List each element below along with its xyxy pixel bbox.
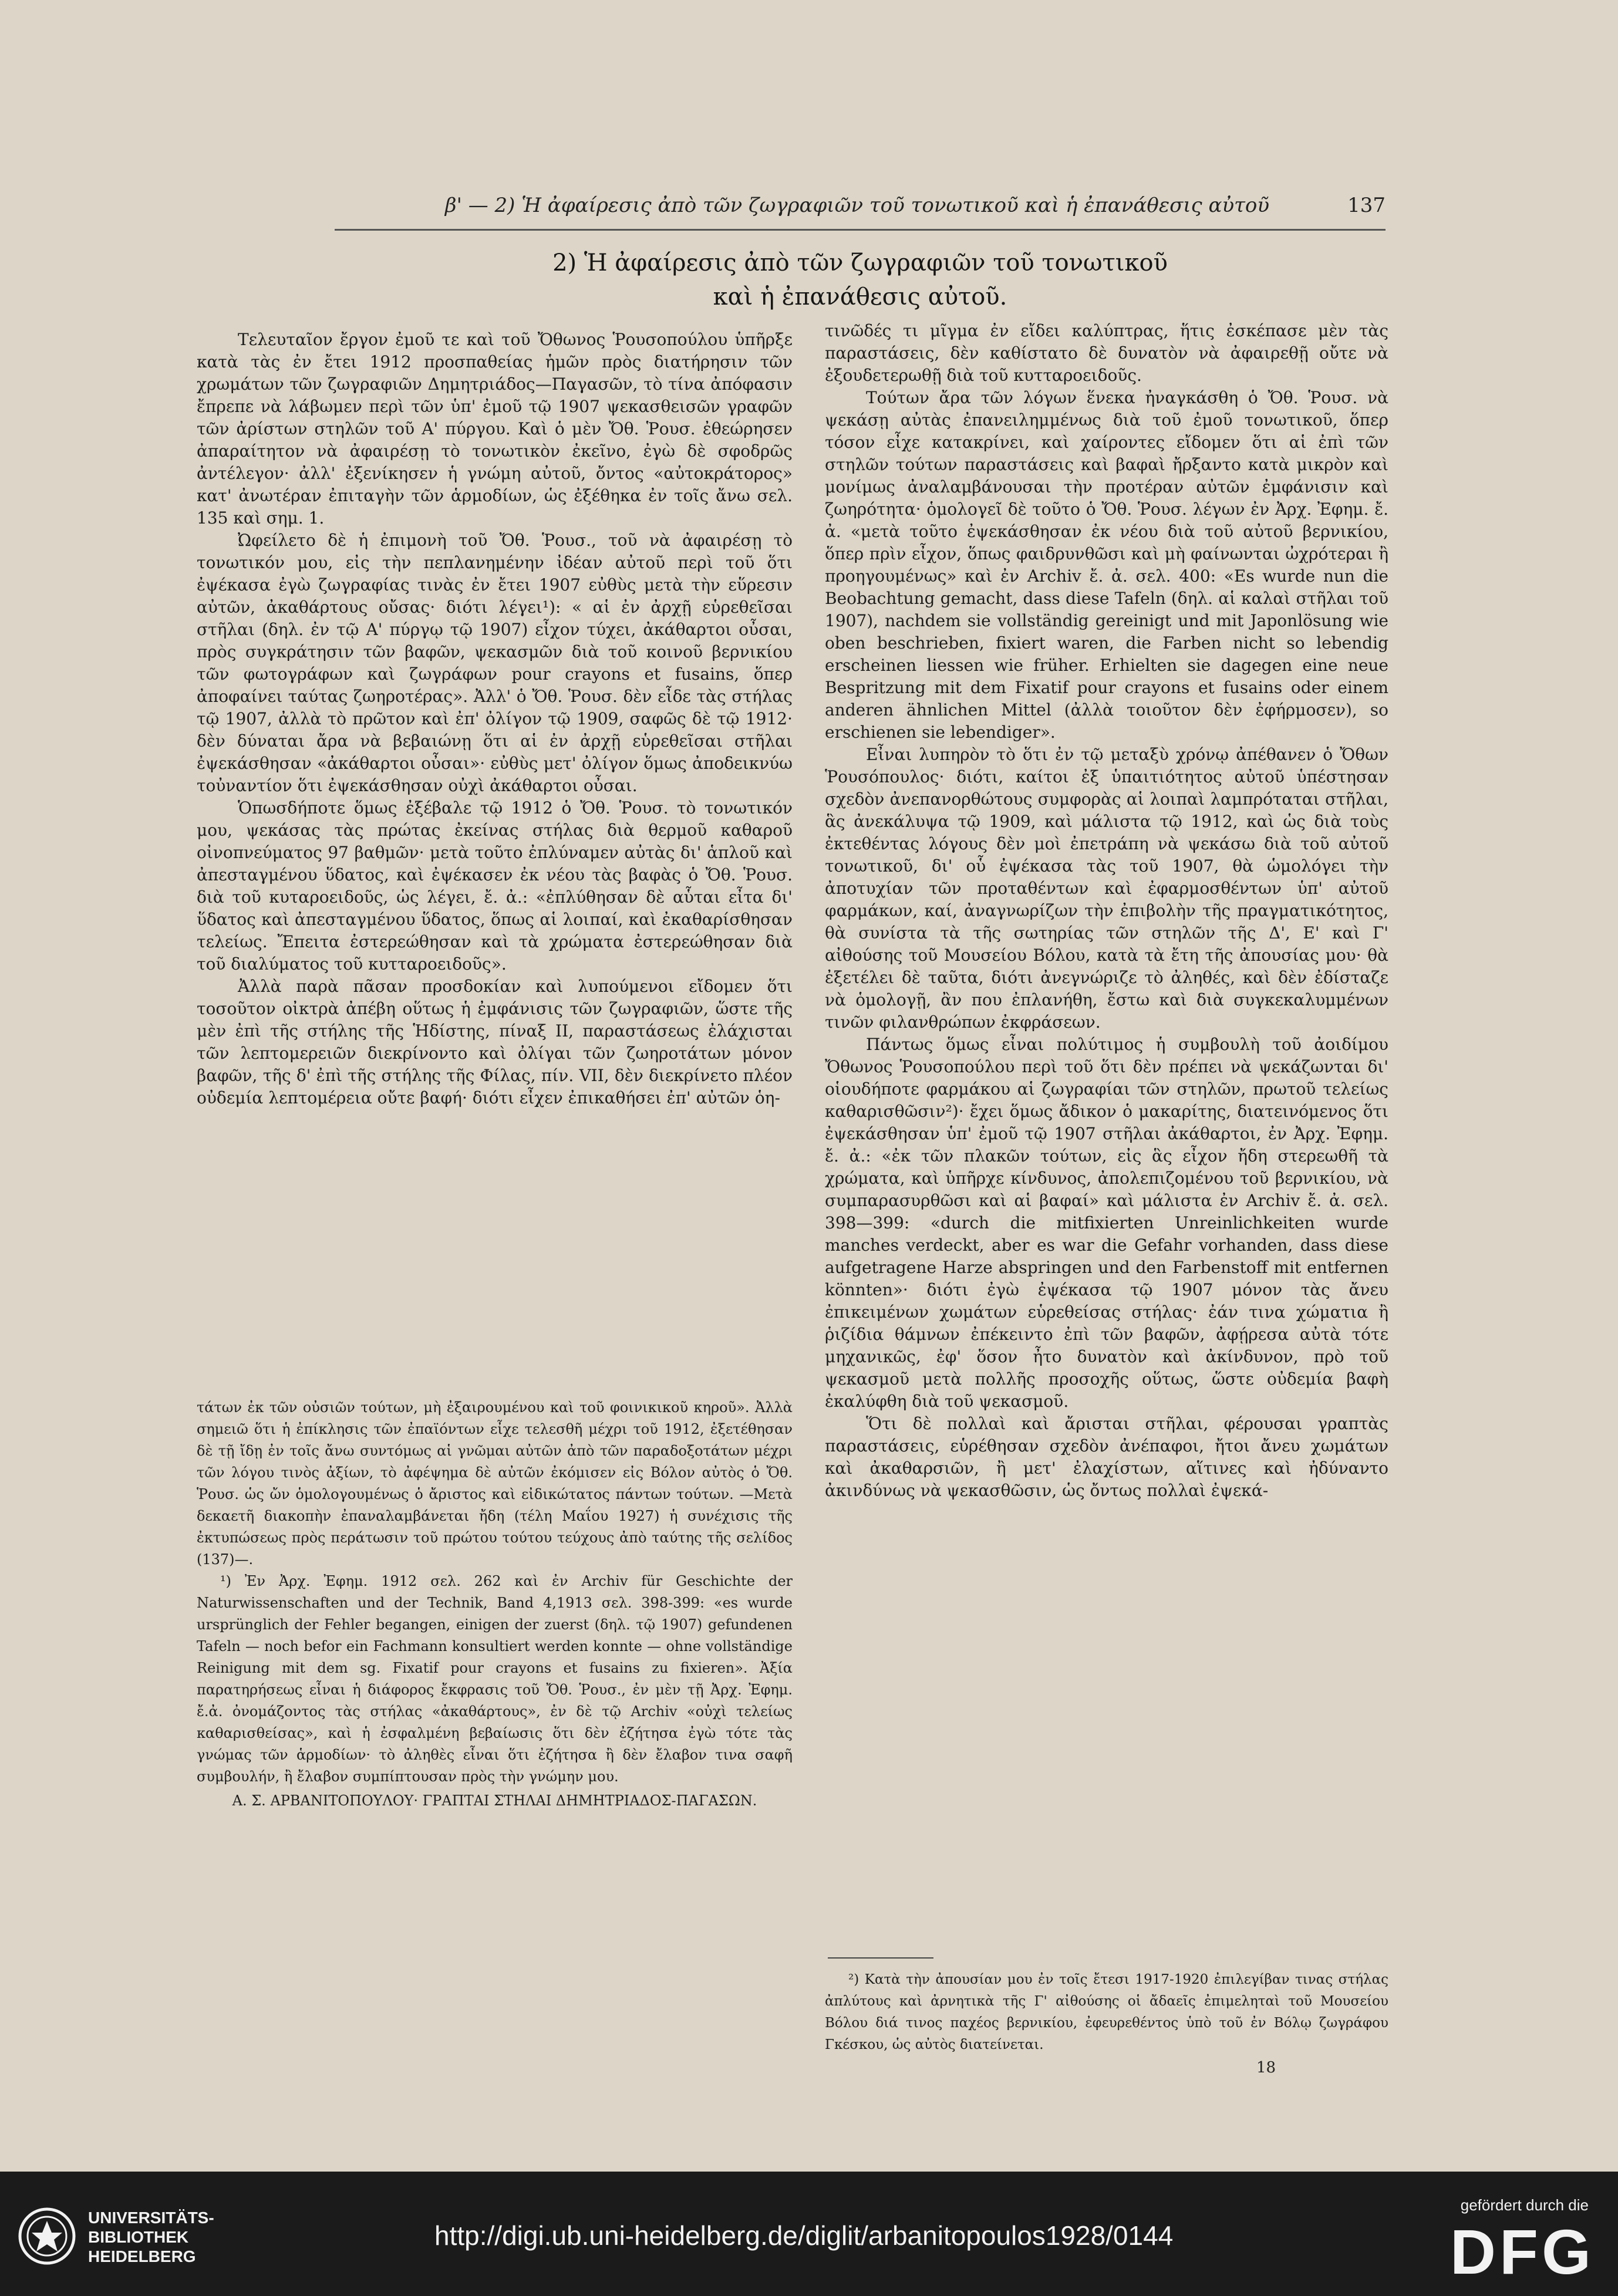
paragraph: Εἶναι λυπηρὸν τὸ ὅτι ἐν τῷ μεταξὺ χρόνῳ ἀπέθανεν ὁ Ὄθων Ῥουσόπουλος· διότι, καίτοι ἐξ ὑπαιτιότητος αὐτοῦ ὑπέστησαν σχεδὸν ἀνεπανορθώτους συμφορὰς αἱ λοιπαὶ λαμπρόταται στῆλαι, ἃς ἀνεκάλυψα τῷ 1909, καὶ μάλιστα τῷ 1912, καὶ ὡς διὰ τοὺς ἐκτεθέντας λόγους δὲν μοὶ ἐπετράπη νὰ ψεκάσω διὰ τοῦ αὐτοῦ τονωτικοῦ, δι' οὗ ἐψέκασα τὰς τοῦ 1907, θὰ ὡμολόγει τὴν ἀποτυχίαν τῶν προταθέντων καὶ ἐφαρμοσθέντων ὑπ' αὐτοῦ φαρμάκων, καί, ἀναγνωρίζων τὴν ἐπιβολὴν τῆς πραγματικότητος, θὰ συνίστα τὰ τῆς σωτηρίας τῶν στηλῶν τῆς Δ', Ε' καὶ Γ' αἰθούσης τοῦ Μουσείου Βόλου, κατὰ τὰ ἔτη τῆς ἀπουσίας μου· θὰ ἐξετέλει δὲ ταῦτα, διότι ἀνεγνώριζε τὸ ἀληθές, καὶ δὲν ἐδίσταζε νὰ ὁμολογῇ, ἂν που ἐπλανήθη, ἔστω καὶ διὰ συγκεκαλυμμένων τινῶν φιλανθρώπων ἐκφράσεων.	[825, 745, 1388, 1032]
funded-by-label: gefördert durch die	[1460, 2196, 1589, 2214]
running-header	[335, 194, 1386, 231]
footnote-separator	[828, 1957, 933, 1959]
paragraph: Ἀλλὰ παρὰ πᾶσαν προσδοκίαν καὶ λυπούμενοι εἴδομεν ὅτι τοσοῦτον οἰκτρὰ ἀπέβη οὕτως ἡ ἐμφάνισις τῶν ζωγραφιῶν, ὥστε τῆς μὲν ἐπὶ τῆς στήλης τῆς Ἡδίστης, πίναξ II, παραστάσεως ἐλάχισται τῶν λεπτομερειῶν διεκρίνοντο καὶ ὀλίγαι τῶν ζωηροτάτων μόνον βαφῶν, τῆς δ' ἐπὶ τῆς στήλης τῆς Φίλας, πίν. VII, δὲν διεκρίνετο πλέον οὐδεμία λεπτομέρεια οὔτε βαφή· διότι εἶχεν ἐπικαθήσει ἐπ' αὐτῶν ὁη-	[197, 977, 793, 1108]
library-line: BIBLIOTHEK	[88, 2228, 189, 2246]
university-seal-icon	[18, 2207, 76, 2265]
credit-line: Α. Σ. ΑΡΒΑΝΙΤΟΠΟΥΛΟΥ· ΓΡΑΠΤΑΙ ΣΤΗΛΑΙ ΔΗΜΗΤΡΙΑΔΟΣ-ΠΑΓΑΣΩΝ.	[232, 1792, 757, 1809]
library-logo[interactable]	[88, 2208, 214, 2266]
section-title-line-2: καὶ ἡ ἐπανάθεσις αὐτοῦ.	[713, 283, 1007, 310]
dfg-logo[interactable]: DFG	[1450, 2216, 1595, 2287]
paragraph: Ὁπωσδήποτε ὅμως ἐξέβαλε τῷ 1912 ὁ Ὄθ. Ῥουσ. τὸ τονωτικόν μου, ψεκάσας τὰς πρώτας ἐκείνας στήλας διὰ θερμοῦ καθαροῦ οἰνοπνεύματος 97 βαθμῶν· μετὰ τοῦτο ἐπλύναμεν αὐτὰς δι' ἁπλοῦ καὶ ἀπεσταγμένου ὕδατος, καὶ ἐψέκασεν ἐκ νέου τὰς βαφὰς ὁ Ὄθ. Ῥουσ. διὰ τοῦ κυταροειδοῦς, ὡς λέγει, ἔ. ἀ.: «ἐπλύθησαν δὲ αὗται εἶτα δι' ὕδατος καὶ ἀπεσταγμένου ὕδατος, ὅπως αἱ λοιπαί, καὶ ἐκαθαρίσθησαν τελείως. Ἔπειτα ἐστερεώθησαν καὶ τὰ χρώματα ἐστερεώθησαν διὰ τοῦ διαλύματος τοῦ κυτταροειδοῦς».	[197, 798, 793, 974]
library-line: HEIDELBERG	[88, 2247, 196, 2265]
footer-bar	[0, 2172, 1618, 2296]
library-line: UNIVERSITÄTS-	[88, 2209, 214, 2227]
permalink-url[interactable]: http://digi.ub.uni-heidelberg.de/diglit/arbanitopoulos1928/0144	[434, 2220, 1174, 2251]
right-footnotes	[825, 1969, 1388, 2056]
section-title-line-1: 2) Ἡ ἀφαίρεσις ἀπὸ τῶν ζωγραφιῶν τοῦ τονωτικοῦ	[552, 249, 1168, 276]
running-title: β' — 2) Ἡ ἀφαίρεσις ἀπὸ τῶν ζωγραφιῶν τοῦ τονωτικοῦ καὶ ἡ ἐπανάθεσις αὐτοῦ	[444, 194, 1270, 217]
paragraph: Τούτων ἄρα τῶν λόγων ἕνεκα ἠναγκάσθη ὁ Ὄθ. Ῥουσ. νὰ ψεκάσῃ αὐτὰς ἐπανειλημμένως διὰ τοῦ ἐμοῦ τονωτικοῦ, ὅπερ τόσον εἶχε κατακρίνει, καὶ χαίροντες εἴδομεν ὅτι αἱ ἐπὶ τῶν στηλῶν τούτων παραστάσεις καὶ βαφαὶ ἤρξαντο κατὰ μικρὸν καὶ μονίμως ἀναλαμβάνουσαι τὴν προτέραν αὐτῶν ἐμφάνισιν καὶ ζωηρότητα· ὁμολογεῖ δὲ τοῦτο ὁ Ὄθ. Ῥουσ. λέγων ἐν Ἀρχ. Ἐφημ. ἔ. ἀ. «μετὰ τοῦτο ἐψεκάσθησαν ἐκ νέου διὰ τοῦ αὐτοῦ βερνικίου, ὅπερ πρὶν εἶχον, ὅπως φαιδρυνθῶσι καὶ μὴ φαίνωνται ὠχρότεραι ἢ προηγουμένως» καὶ ἐν Archiv ἔ. ἀ. σελ. 400: «Es wurde nun die Beobachtung gemacht, dass diese Tafeln (δηλ. αἱ καλαὶ στῆλαι τοῦ 1907), nachdem sie vollständig gereinigt und mit Japonlösung wie oben beschrieben, fixiert waren, die Farben nicht so lebendig erscheinen liessen wie früher. Erhielten sie dagegen eine neue Bespritzung mit dem Fixatif pour crayons et fusains oder einem anderen ähnlichen Mittel (ἀλλὰ τοιοῦτον δὲν ἐφήρμοσεν), so erschienen sie lebendiger».	[825, 388, 1388, 742]
signature-mark: 18	[1256, 2059, 1276, 2076]
right-column	[825, 320, 1388, 1502]
footnote: ¹) Ἐν Ἀρχ. Ἐφημ. 1912 σελ. 262 καὶ ἐν Archiv für Geschichte der Naturwissenschaften und der Technik, Band 4,1913 σελ. 398-399: «es wurde ursprünglich der Fehler begangen, einigen der zuerst (δηλ. τῷ 1907) gefundenen Tafeln — noch befor ein Fachmann konsultiert werden konnte — ohne vollständige Reinigung mit dem sg. Fixatif pour crayons et fusains zu fixieren». Ἀξία παρατηρήσεως εἶναι ἡ διάφορος ἔκφρασις τοῦ Ὄθ. Ῥουσ., ἐν μὲν τῇ Ἀρχ. Ἐφημ. ἔ.ἀ. ὀνομάζοντος τὰς στήλας «ἀκαθάρτους», ἐν δὲ τῷ Archiv «οὐχὶ τελείως καθαρισθείσας», καὶ ἡ ἐσφαλμένη βεβαίωσις ὅτι δὲν ἐζήτησα ἐγὼ τότε τὰς γνώμας τῶν ἁρμοδίων· τὸ ἀληθὲς εἶναι ὅτι ἐζήτησα ἢ δὲν ἔλαβον τινα σαφῆ συμβουλήν, ἢ ἔλαβον συμπίπτουσαν πρὸς τὴν γνώμην μου.	[197, 1573, 793, 1785]
paragraph: τινῶδές τι μῖγμα ἐν εἴδει καλύπτρας, ἥτις ἐσκέπασε μὲν τὰς παραστάσεις, δὲν καθίστατο δὲ δυνατὸν νὰ ἀφαιρεθῇ οὔτε νὰ ἐξουδετερωθῇ διὰ τοῦ κυτταροειδοῦς.	[825, 321, 1388, 385]
paragraph: Τελευταῖον ἔργον ἐμοῦ τε καὶ τοῦ Ὄθωνος Ῥουσοπούλου ὑπῆρξε κατὰ τὰς ἐν ἔτει 1912 προσπαθείας ἡμῶν πρὸς διατήρησιν τῶν χρωμάτων τῶν ζωγραφιῶν Δημητριάδος—Παγασῶν, τὸ τίνα ἀπόφασιν ἔπρεπε νὰ λάβωμεν περὶ τῶν ὑπ' ἐμοῦ τῷ 1907 ψεκασθεισῶν γραφῶν τῶν ἀρίστων στηλῶν τοῦ Α' πύργου. Καὶ ὁ μὲν Ὄθ. Ῥουσ. ἐθεώρησεν ἀπαραίτητον νὰ ἀφαιρέσῃ τὸ τονωτικὸν ἐκεῖνο, ἐγὼ δὲ σφοδρῶς ἀντέλεγον· ἀλλ' ἐξενίκησεν ἡ γνώμη αὐτοῦ, ὄντος «αὐτοκράτορος» κατ' ἀνωτέραν ἐπιταγὴν τῶν ἁρμοδίων, ὡς ἐξέθηκα ἐν τοῖς ἄνω σελ. 135 καὶ σημ. 1.	[197, 330, 793, 528]
paragraph: Ὠφείλετο δὲ ἡ ἐπιμονὴ τοῦ Ὄθ. Ῥουσ., τοῦ νὰ ἀφαιρέσῃ τὸ τονωτικόν μου, εἰς τὴν πεπλανημένην ἰδέαν αὐτοῦ περὶ τοῦ ὅτι ἐψέκασα ἐγὼ ζωγραφίας τινὰς ἐν ἔτει 1907 εὐθὺς μετὰ τὴν εὕρεσιν αὐτῶν, ἀκαθάρτους οὔσας· διότι λέγει¹): « αἱ ἐν ἀρχῇ εὑρεθεῖσαι στῆλαι (δηλ. ἐν τῷ Α' πύργῳ τῷ 1907) εἶχον τύχει, ἀκάθαρτοι οὖσαι, πρὸς συγκράτησιν τῶν βαφῶν, ψεκασμῶν διὰ τοῦ κοινοῦ βερνικίου τῶν φωτογράφων καὶ ζωγράφων pour crayons et fusains, ὅπερ ἀποφαίνει ταύτας ζωηροτέρας». Ἀλλ' ὁ Ὄθ. Ῥουσ. δὲν εἶδε τὰς στήλας τῷ 1907, ἀλλὰ τὸ πρῶτον καὶ ἐπ' ὀλίγον τῷ 1909, σαφῶς δὲ τῷ 1912· δὲν δύναται ἄρα νὰ βεβαιώνῃ ὅτι αἱ ἐν ἀρχῇ εὑρεθεῖσαι στῆλαι ἐψεκάσθησαν «ἀκάθαρτοι οὖσαι»· εὐθὺς μετ' ὀλίγον ὅμως ἀποδεικνύω τοὐναντίον ὅτι ἐψεκάσθησαν οὐχὶ ἀκάθαρτοι οὖσαι.	[197, 531, 793, 795]
left-column	[197, 329, 793, 1109]
left-footnotes	[197, 1397, 793, 1812]
footnote: τάτων ἐκ τῶν οὐσιῶν τούτων, μὴ ἐξαιρουμένου καὶ τοῦ φοινικικοῦ κηροῦ». Ἀλλὰ σημειῶ ὅτι ἡ ἐπίκλησις τῶν ἐπαϊόντων εἶχε τελεσθῆ μέχρι τοῦ 1912, ἐξετέθησαν δὲ τῇ ἴδῃ ἐν τοῖς ἄνω συντόμως αἱ γνῶμαι αὐτῶν ἀπὸ τῶν παραδοξοτάτων μέχρι τῶν λόγου τινὸς ἀξίων, τὸ ἀφέψημα δὲ αὐτῶν ἐκόμισεν εἰς Βόλον αὐτὸς ὁ Ὄθ. Ῥουσ. ὡς ὤν ὁμολογουμένως ὁ ἄριστος καὶ εἰδικώτατος πάντων τούτων. —Μετὰ δεκαετῆ διακοπὴν ἐπαναλαμβάνεται ἤδη (τέλη Μαΐου 1927) ἡ συνέχισις τῆς ἐκτυπώσεως πρὸς περάτωσιν τοῦ πρώτου τούτου τεύχους ἀπὸ ταύτης τῆς σελίδος (137)—.	[197, 1399, 793, 1568]
footnote: ²) Κατὰ τὴν ἀπουσίαν μου ἐν τοῖς ἔτεσι 1917-1920 ἐπιλεγίβαν τινας στήλας ἀπλύτους καὶ ἀρνητικὰ τῆς Γ' αἰθούσης οἱ ἄδαεῖς ἐπιμεληταὶ τοῦ Μουσείου Βόλου διά τινος παχέος βερνικίου, ἐφευρεθέντος ὑπὸ τοῦ ἐν Βόλῳ ζωγράφου Γκέσκου, ὡς αὐτὸς διατείνεται.	[825, 1972, 1388, 2052]
paragraph: Ὅτι δὲ πολλαὶ καὶ ἄρισται στῆλαι, φέρουσαι γραπτὰς παραστάσεις, εὑρέθησαν σχεδὸν ἀνέπαφοι, ἤτοι ἄνευ χωμάτων καὶ ἀκαθαρσιῶν, ἢ μετ' ἐλαχίστων, αἵτινες καὶ ἠδύναντο ἀκινδύνως νὰ ψεκασθῶσιν, ὡς ὄντως πολλαὶ ἐψεκά-	[825, 1414, 1388, 1500]
page-number: 137	[1347, 194, 1386, 217]
paragraph: Πάντως ὅμως εἶναι πολύτιμος ἡ συμβουλὴ τοῦ ἀοιδίμου Ὄθωνος Ῥουσοπούλου περὶ τοῦ ὅτι δὲν πρέπει νὰ ψεκάζωνται δι' οἱουδήποτε φαρμάκου αἱ ζωγραφίαι τῶν στηλῶν, πρωτοῦ τελείως καθαρισθῶσιν²)· ἔχει ὅμως ἄδικον ὁ μακαρίτης, διατεινόμενος ὅτι ἐψεκάσθησαν ὑπ' ἐμοῦ τῷ 1907 στῆλαι ἀκάθαρτοι, ἐν Ἀρχ. Ἐφημ. ἔ. ἀ.: «ἐκ τῶν πλακῶν τούτων, εἰς ἃς εἶχον ἤδη στερεωθῆ τὰ χρώματα, καὶ ὑπῆρχε κίνδυνος, ἀπολεπιζομένου τοῦ βερνικίου, νὰ συμπαρασυρθῶσι καὶ αἱ βαφαί» καὶ μάλιστα ἐν Archiv ἔ. ἀ. σελ. 398—399: «durch die mitfixierten Unreinlichkeiten wurde manches verdeckt, aber es war die Gefahr vorhanden, dass diese aufgetragene Harze abspringen und den Farbenstoff mit entfernen könnten»· διότι ἐγὼ ἐψέκασα τῷ 1907 μόνον τὰς ἄνευ ἐπικειμένων χωμάτων εὑρεθείσας στήλας· ἐάν τινα χώματια ἢ ῥιζίδια θάμνων ἐπέκειντο ἐπὶ τῶν βαφῶν, ἀφῄρεσα αὐτὰ τότε μηχανικῶς, ἐφ' ὅσον ἦτο δυνατὸν καὶ ἀκίνδυνον, πρὸ τοῦ ψεκασμοῦ μετὰ πολλῆς προσοχῆς οὕτως, ὥστε οὐδεμία βαφὴ ἐκαλύφθη διὰ τοῦ ψεκασμοῦ.	[825, 1035, 1388, 1411]
